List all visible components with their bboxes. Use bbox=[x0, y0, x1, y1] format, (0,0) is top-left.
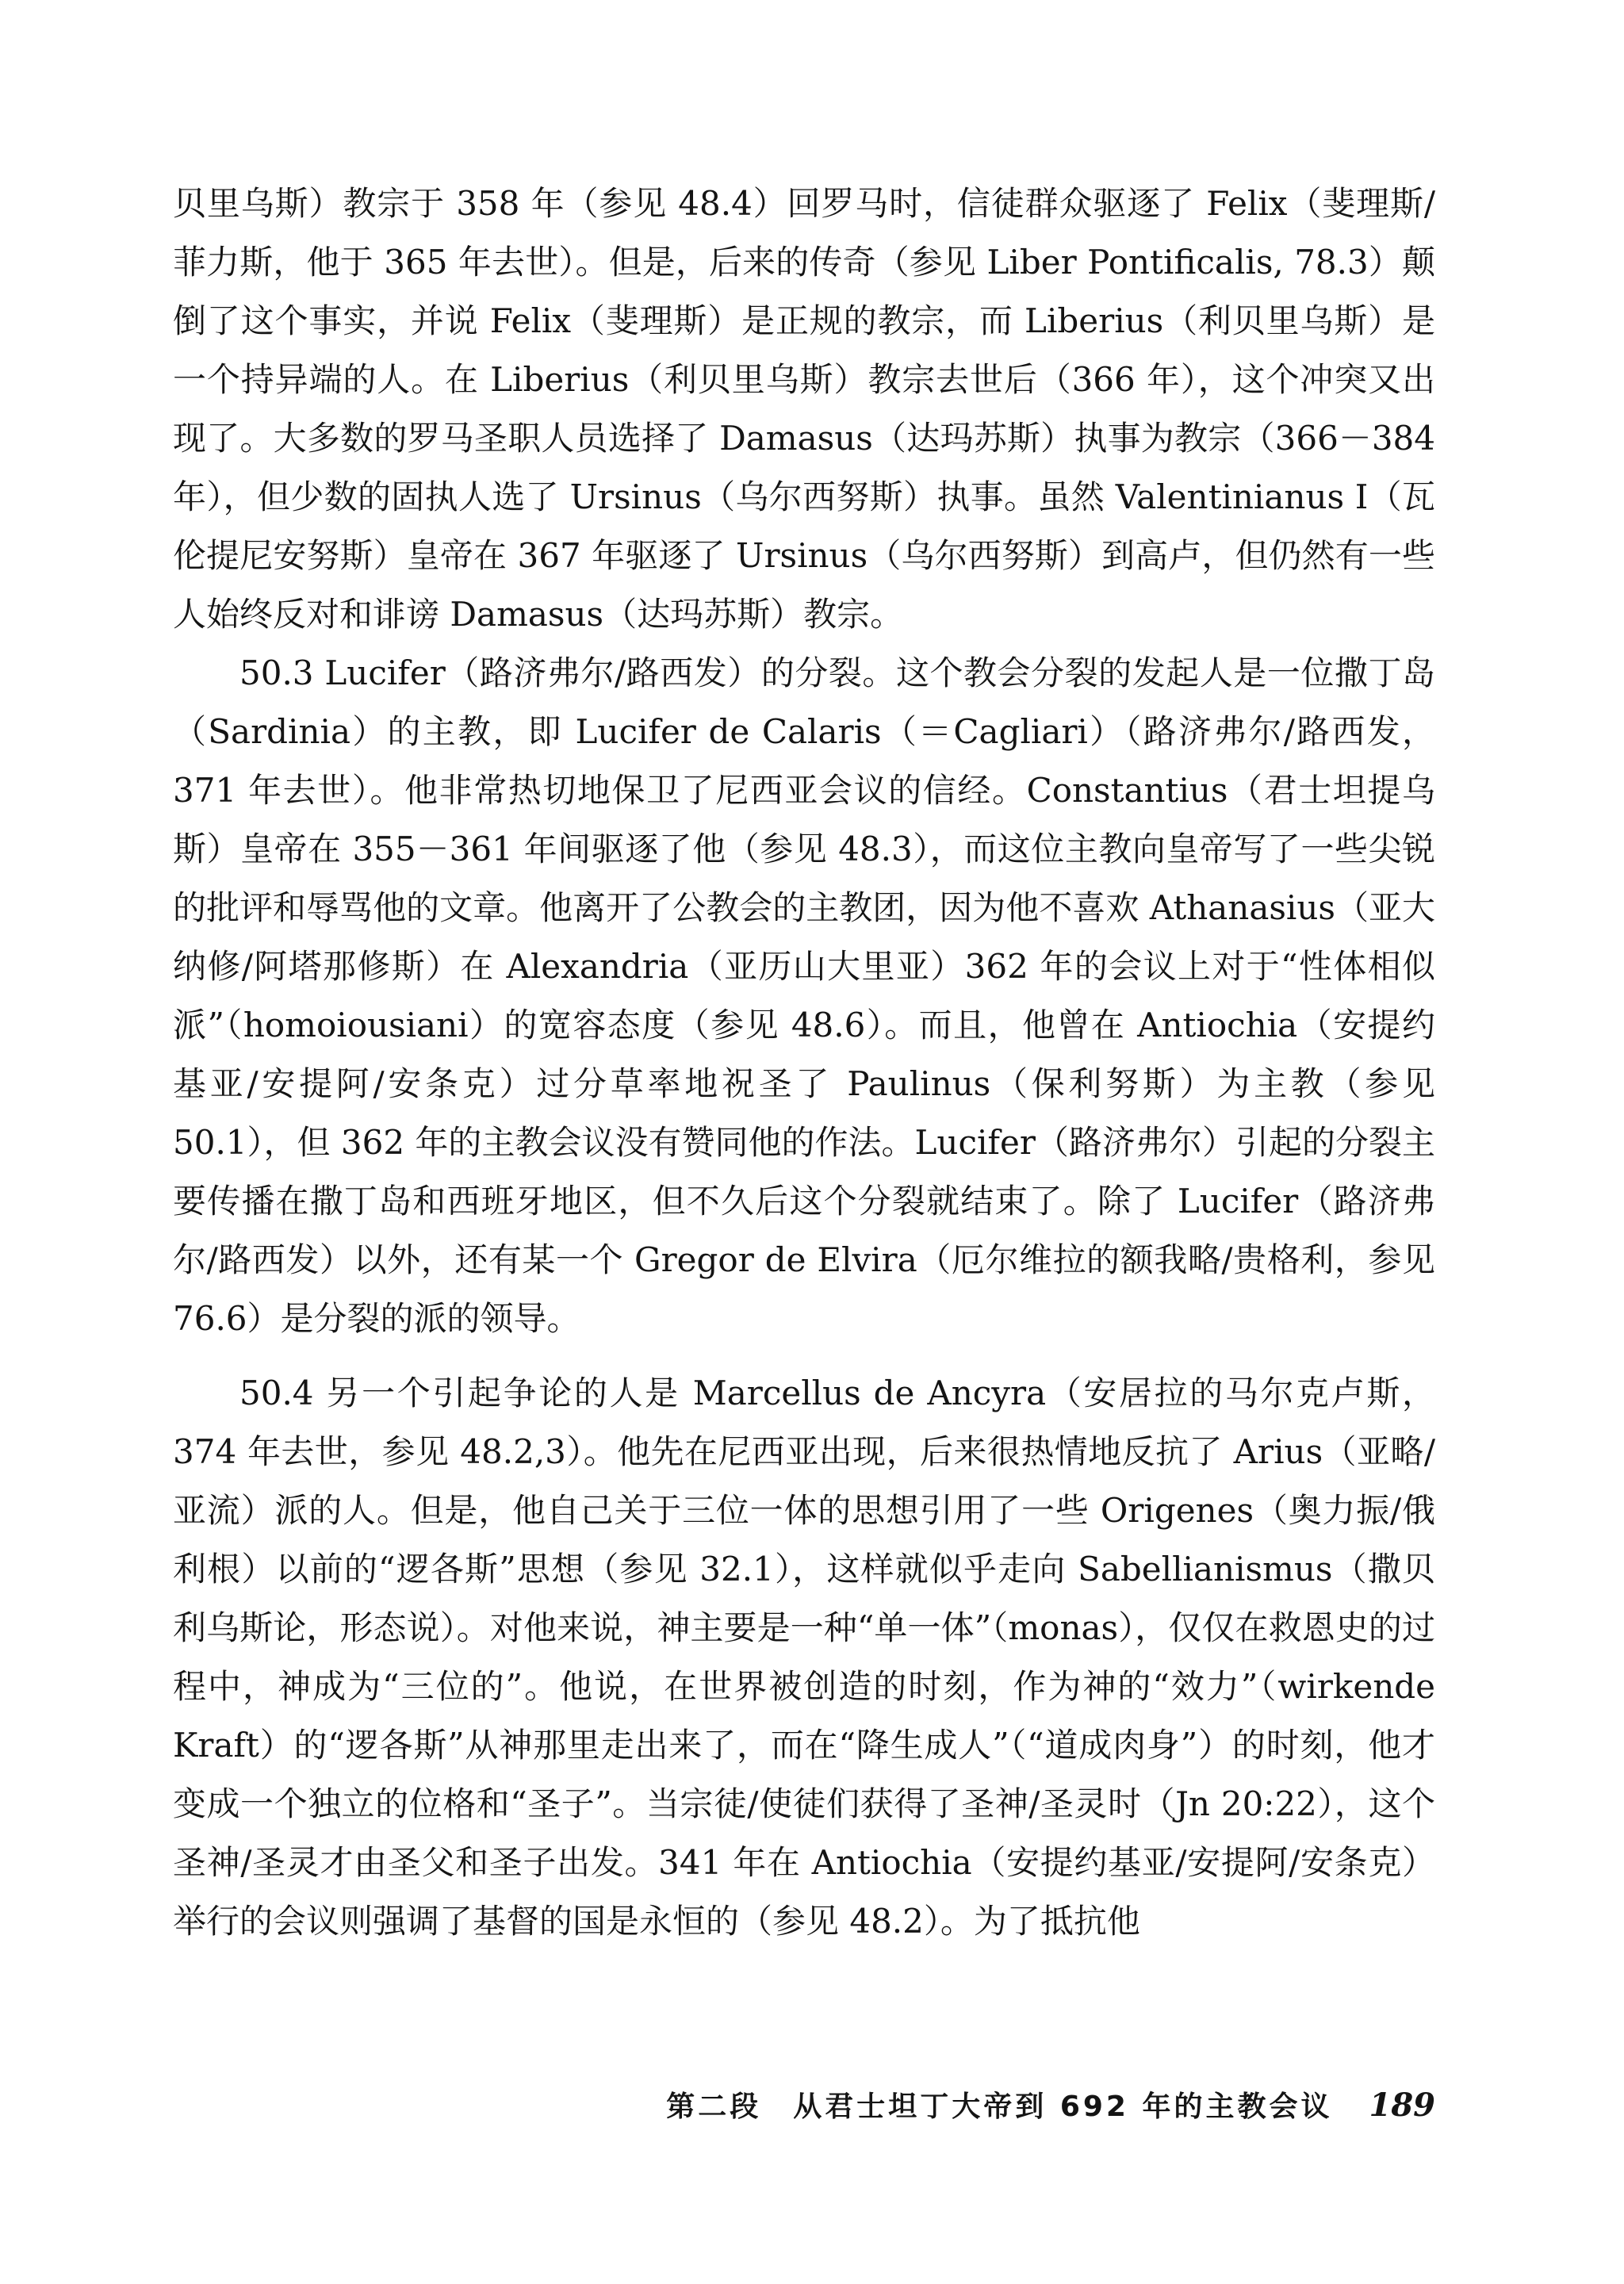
page-footer bbox=[173, 2084, 1435, 2132]
paragraph-liberius-felix: 贝里乌斯）教宗于 358 年（参见 48.4）回罗马时，信徒群众驱逐了 Felix（斐理斯/菲力斯，他于 365 年去世）。但是，后来的传奇（参见 Liber Pontificalis, 78.3）颠倒了这个事实，并说 Felix（斐理斯）是正规的教宗，而 Liberius（利贝里乌斯）是一个持异端的人。在 Liberius（利贝里乌斯）教宗去世后（366 年），这个冲突又出现了。大多数的罗马圣职人员选择了 Damasus（达玛苏斯）执事为教宗（366－384 年），但少数的固执人选了 Ursinus（乌尔西努斯）执事。虽然 Valentinianus I（瓦伦提尼安努斯）皇帝在 367 年驱逐了 Ursinus（乌尔西努斯）到高卢，但仍然有一些人始终反对和诽谤 Damasus（达玛苏斯）教宗。 bbox=[173, 184, 1435, 634]
paragraph-lucifer-schism: 50.3 Lucifer（路济弗尔/路西发）的分裂。这个教会分裂的发起人是一位撒丁岛（Sardinia）的主教，即 Lucifer de Calaris（＝Cagliari）（路济弗尔/路西发，371 年去世）。他非常热切地保卫了尼西亚会议的信经。Constantius（君士坦提乌斯）皇帝在 355－361 年间驱逐了他（参见 48.3），而这位主教向皇帝写了一些尖锐的批评和辱骂他的文章。他离开了公教会的主教团，因为他不喜欢 Athanasius（亚大纳修/阿塔那修斯）在 Alexandria（亚历山大里亚）362 年的会议上对于“性体相似派”（homoiousiani）的宽容态度（参见 48.6）。而且，他曾在 Antiochia（安提约基亚/安提阿/安条克）过分草率地祝圣了 Paulinus（保利努斯）为主教（参见 50.1），但 362 年的主教会议没有赞同他的作法。Lucifer（路济弗尔）引起的分裂主要传播在撒丁岛和西班牙地区，但不久后这个分裂就结束了。除了 Lucifer（路济弗尔/路西发）以外，还有某一个 Gregor de Elvira（厄尔维拉的额我略/贵格利，参见 76.6）是分裂的派的领导。 bbox=[173, 653, 1435, 1338]
paragraph-marcellus: 50.4 另一个引起争论的人是 Marcellus de Ancyra（安居拉的马尔克卢斯，374 年去世，参见 48.2,3）。他先在尼西亚出现，后来很热情地反抗了 Arius（亚略/亚流）派的人。但是，他自己关于三位一体的思想引用了一些 Origenes（奥力振/俄利根）以前的“逻各斯”思想（参见 32.1），这样就似乎走向 Sabellianismus（撒贝利乌斯论，形态说）。对他来说，神主要是一种“单一体”（monas），仅仅在救恩史的过程中，神成为“三位的”。他说，在世界被创造的时刻，作为神的“效力”（wirkende Kraft）的“逻各斯”从神那里走出来了，而在“降生成人”（“道成肉身”）的时刻，他才变成一个独立的位格和“圣子”。当宗徒/使徒们获得了圣神/圣灵时（Jn 20:22），这个圣神/圣灵才由圣父和圣子出发。341 年在 Antiochia（安提约基亚/安提阿/安条克）举行的会议则强调了基督的国是永恒的（参见 48.2）。为了抵抗他 bbox=[173, 1374, 1435, 1941]
page-body bbox=[173, 174, 1435, 1951]
page-number: 189 bbox=[1369, 2087, 1435, 2124]
running-head: 第二段 从君士坦丁大帝到 692 年的主教会议 bbox=[666, 2090, 1333, 2123]
